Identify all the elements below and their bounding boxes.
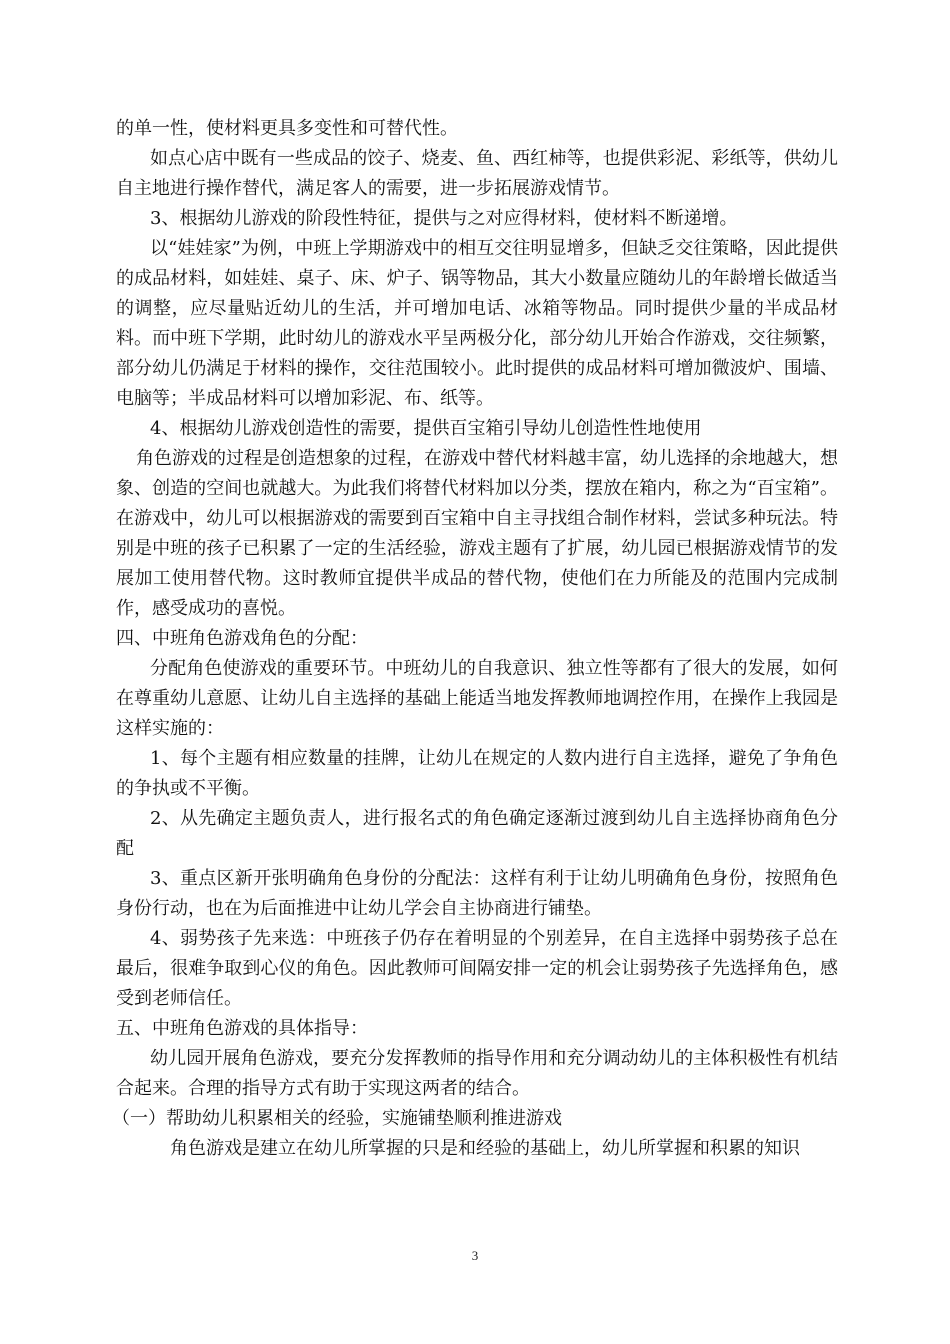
- paragraph-treasure-box: 角色游戏的过程是创造想象的过程，在游戏中替代材料越丰富，幼儿选择的余地越大，想象、创造的空间也就越大。为此我们将替代材料加以分类，摆放在箱内，称之为“百宝箱”。在游戏中，幼儿可以根据游戏的需要到百宝箱中自主寻找组合制作材料，尝试多种玩法。特别是中班的孩子已积累了一定的生活经验，游戏主题有了扩展，幼儿园已根据游戏情节的发展加工使用替代物。这时教师宜提供半成品的替代物，使他们在力所能及的范围内完成制作，感受成功的喜悦。: [116, 448, 838, 619]
- paragraph-role-point-3: 3、重点区新开张明确角色身份的分配法：这样有利于让幼儿明确角色身份，按照角色身份行动，也在为后面推进中让幼儿学会自主协商进行铺垫。: [116, 868, 838, 919]
- section-heading-4: 四、中班角色游戏角色的分配：: [116, 628, 368, 649]
- paragraph-role-allocation: 分配角色使游戏的重要环节。中班幼儿的自我意识、独立性等都有了很大的发展，如何在尊重幼儿意愿、让幼儿自主选择的基础上能适当地发挥教师地调控作用，在操作上我园是这样实施的：: [116, 658, 838, 739]
- paragraph-role-point-4: 4、弱势孩子先来选：中班孩子仍存在着明显的个别差异，在自主选择中弱势孩子总在最后，很难争取到心仪的角色。因此教师可间隔安排一定的机会让弱势孩子先选择角色，感受到老师信任。: [116, 928, 838, 1009]
- paragraph-continuation: 的单一性，使材料更具多变性和可替代性。: [116, 118, 458, 139]
- paragraph-point-3: 3、根据幼儿游戏的阶段性特征，提供与之对应得材料，使材料不断递增。: [150, 208, 738, 229]
- paragraph-role-point-1: 1、每个主题有相应数量的挂牌，让幼儿在规定的人数内进行自主选择，避免了争角色的争执或不平衡。: [116, 748, 838, 799]
- document-body: [112, 114, 838, 1164]
- paragraph-guidance-intro: 幼儿园开展角色游戏，要充分发挥教师的指导作用和充分调动幼儿的主体积极性有机结合起来。合理的指导方式有助于实现这两者的结合。: [116, 1048, 838, 1099]
- section-heading-5: 五、中班角色游戏的具体指导：: [116, 1018, 368, 1039]
- subsection-heading-1: （一）帮助幼儿积累相关的经验，实施铺垫顺利推进游戏: [112, 1108, 562, 1129]
- paragraph-experience: 角色游戏是建立在幼儿所掌握的只是和经验的基础上，幼儿所掌握和积累的知识: [170, 1138, 800, 1159]
- page-number: 3: [471, 1248, 479, 1263]
- paragraph-role-point-2: 2、从先确定主题负责人，进行报名式的角色确定逐渐过渡到幼儿自主选择协商角色分配: [116, 808, 838, 859]
- paragraph-point-4: 4、根据幼儿游戏创造性的需要，提供百宝箱引导幼儿创造性性地使用: [150, 418, 702, 439]
- paragraph-doll-house-example: 以“娃娃家”为例，中班上学期游戏中的相互交往明显增多，但缺乏交往策略，因此提供的成品材料，如娃娃、桌子、床、炉子、锅等物品，其大小数量应随幼儿的年龄增长做适当的调整，应尽量贴近幼儿的生活，并可增加电话、冰箱等物品。同时提供少量的半成品材料。而中班下学期，此时幼儿的游戏水平呈两极分化，部分幼儿开始合作游戏，交往频繁，部分幼儿仍满足于材料的操作，交往范围较小。此时提供的成品材料可增加微波炉、围墙、电脑等；半成品材料可以增加彩泥、布、纸等。: [116, 238, 838, 409]
- paragraph-dim-sum-example: 如点心店中既有一些成品的饺子、烧麦、鱼、西红柿等，也提供彩泥、彩纸等，供幼儿自主地进行操作替代，满足客人的需要，进一步拓展游戏情节。: [116, 148, 838, 199]
